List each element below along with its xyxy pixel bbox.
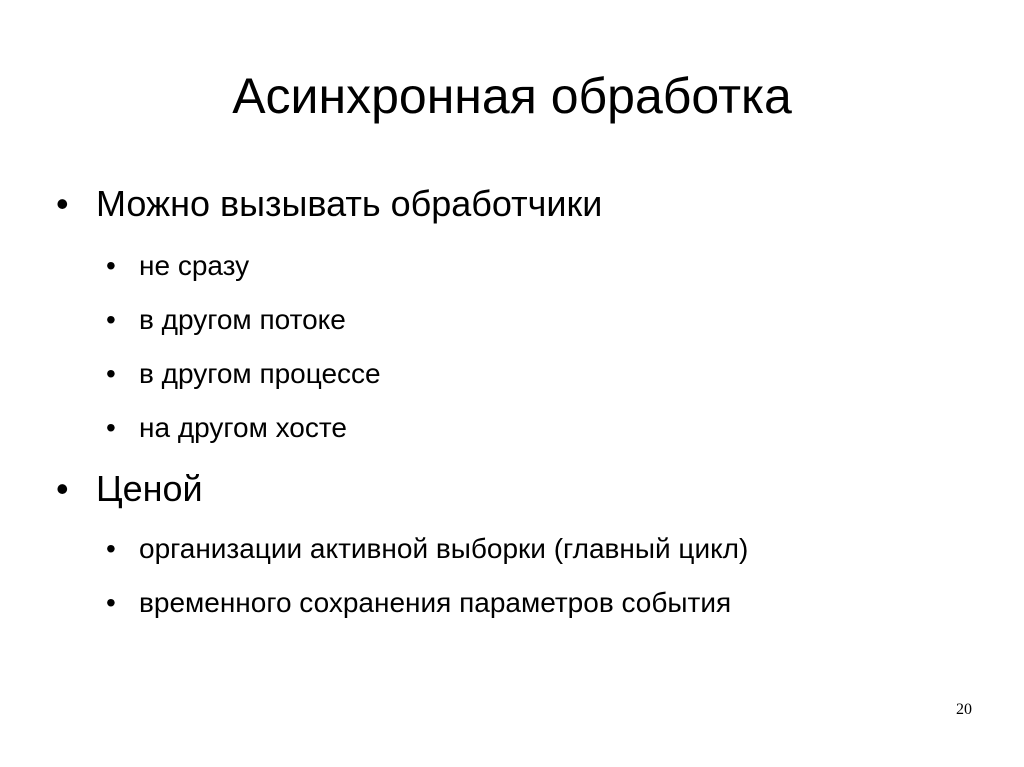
sub-bullet-text: организации активной выборки (главный цикл)	[139, 533, 749, 564]
sub-bullet-point	[106, 357, 381, 391]
bullet-point	[56, 467, 203, 511]
sub-bullet-marker: •	[106, 412, 116, 443]
sub-bullet-marker: •	[106, 250, 116, 281]
bullet-marker: •	[56, 183, 69, 224]
bullet-text: Можно вызывать обработчики	[96, 183, 603, 224]
sub-bullet-text: в другом потоке	[139, 304, 346, 335]
sub-bullet-marker: •	[106, 533, 116, 564]
sub-bullet-point	[106, 411, 347, 445]
page-number: 20	[956, 701, 972, 718]
bullet-marker: •	[56, 468, 69, 509]
sub-bullet-point	[106, 249, 249, 283]
sub-bullet-text: не сразу	[139, 250, 250, 281]
sub-bullet-point	[106, 303, 346, 337]
sub-bullet-marker: •	[106, 358, 116, 389]
sub-bullet-text: временного сохранения параметров события	[139, 587, 732, 618]
slide-title: Асинхронная обработка	[232, 68, 792, 124]
sub-bullet-text: на другом хосте	[139, 412, 347, 443]
sub-bullet-text: в другом процессе	[139, 358, 381, 389]
sub-bullet-marker: •	[106, 304, 116, 335]
bullet-text: Ценой	[96, 468, 203, 509]
sub-bullet-point	[106, 532, 748, 566]
sub-bullet-marker: •	[106, 587, 116, 618]
bullet-point	[56, 182, 602, 226]
sub-bullet-point	[106, 586, 731, 620]
